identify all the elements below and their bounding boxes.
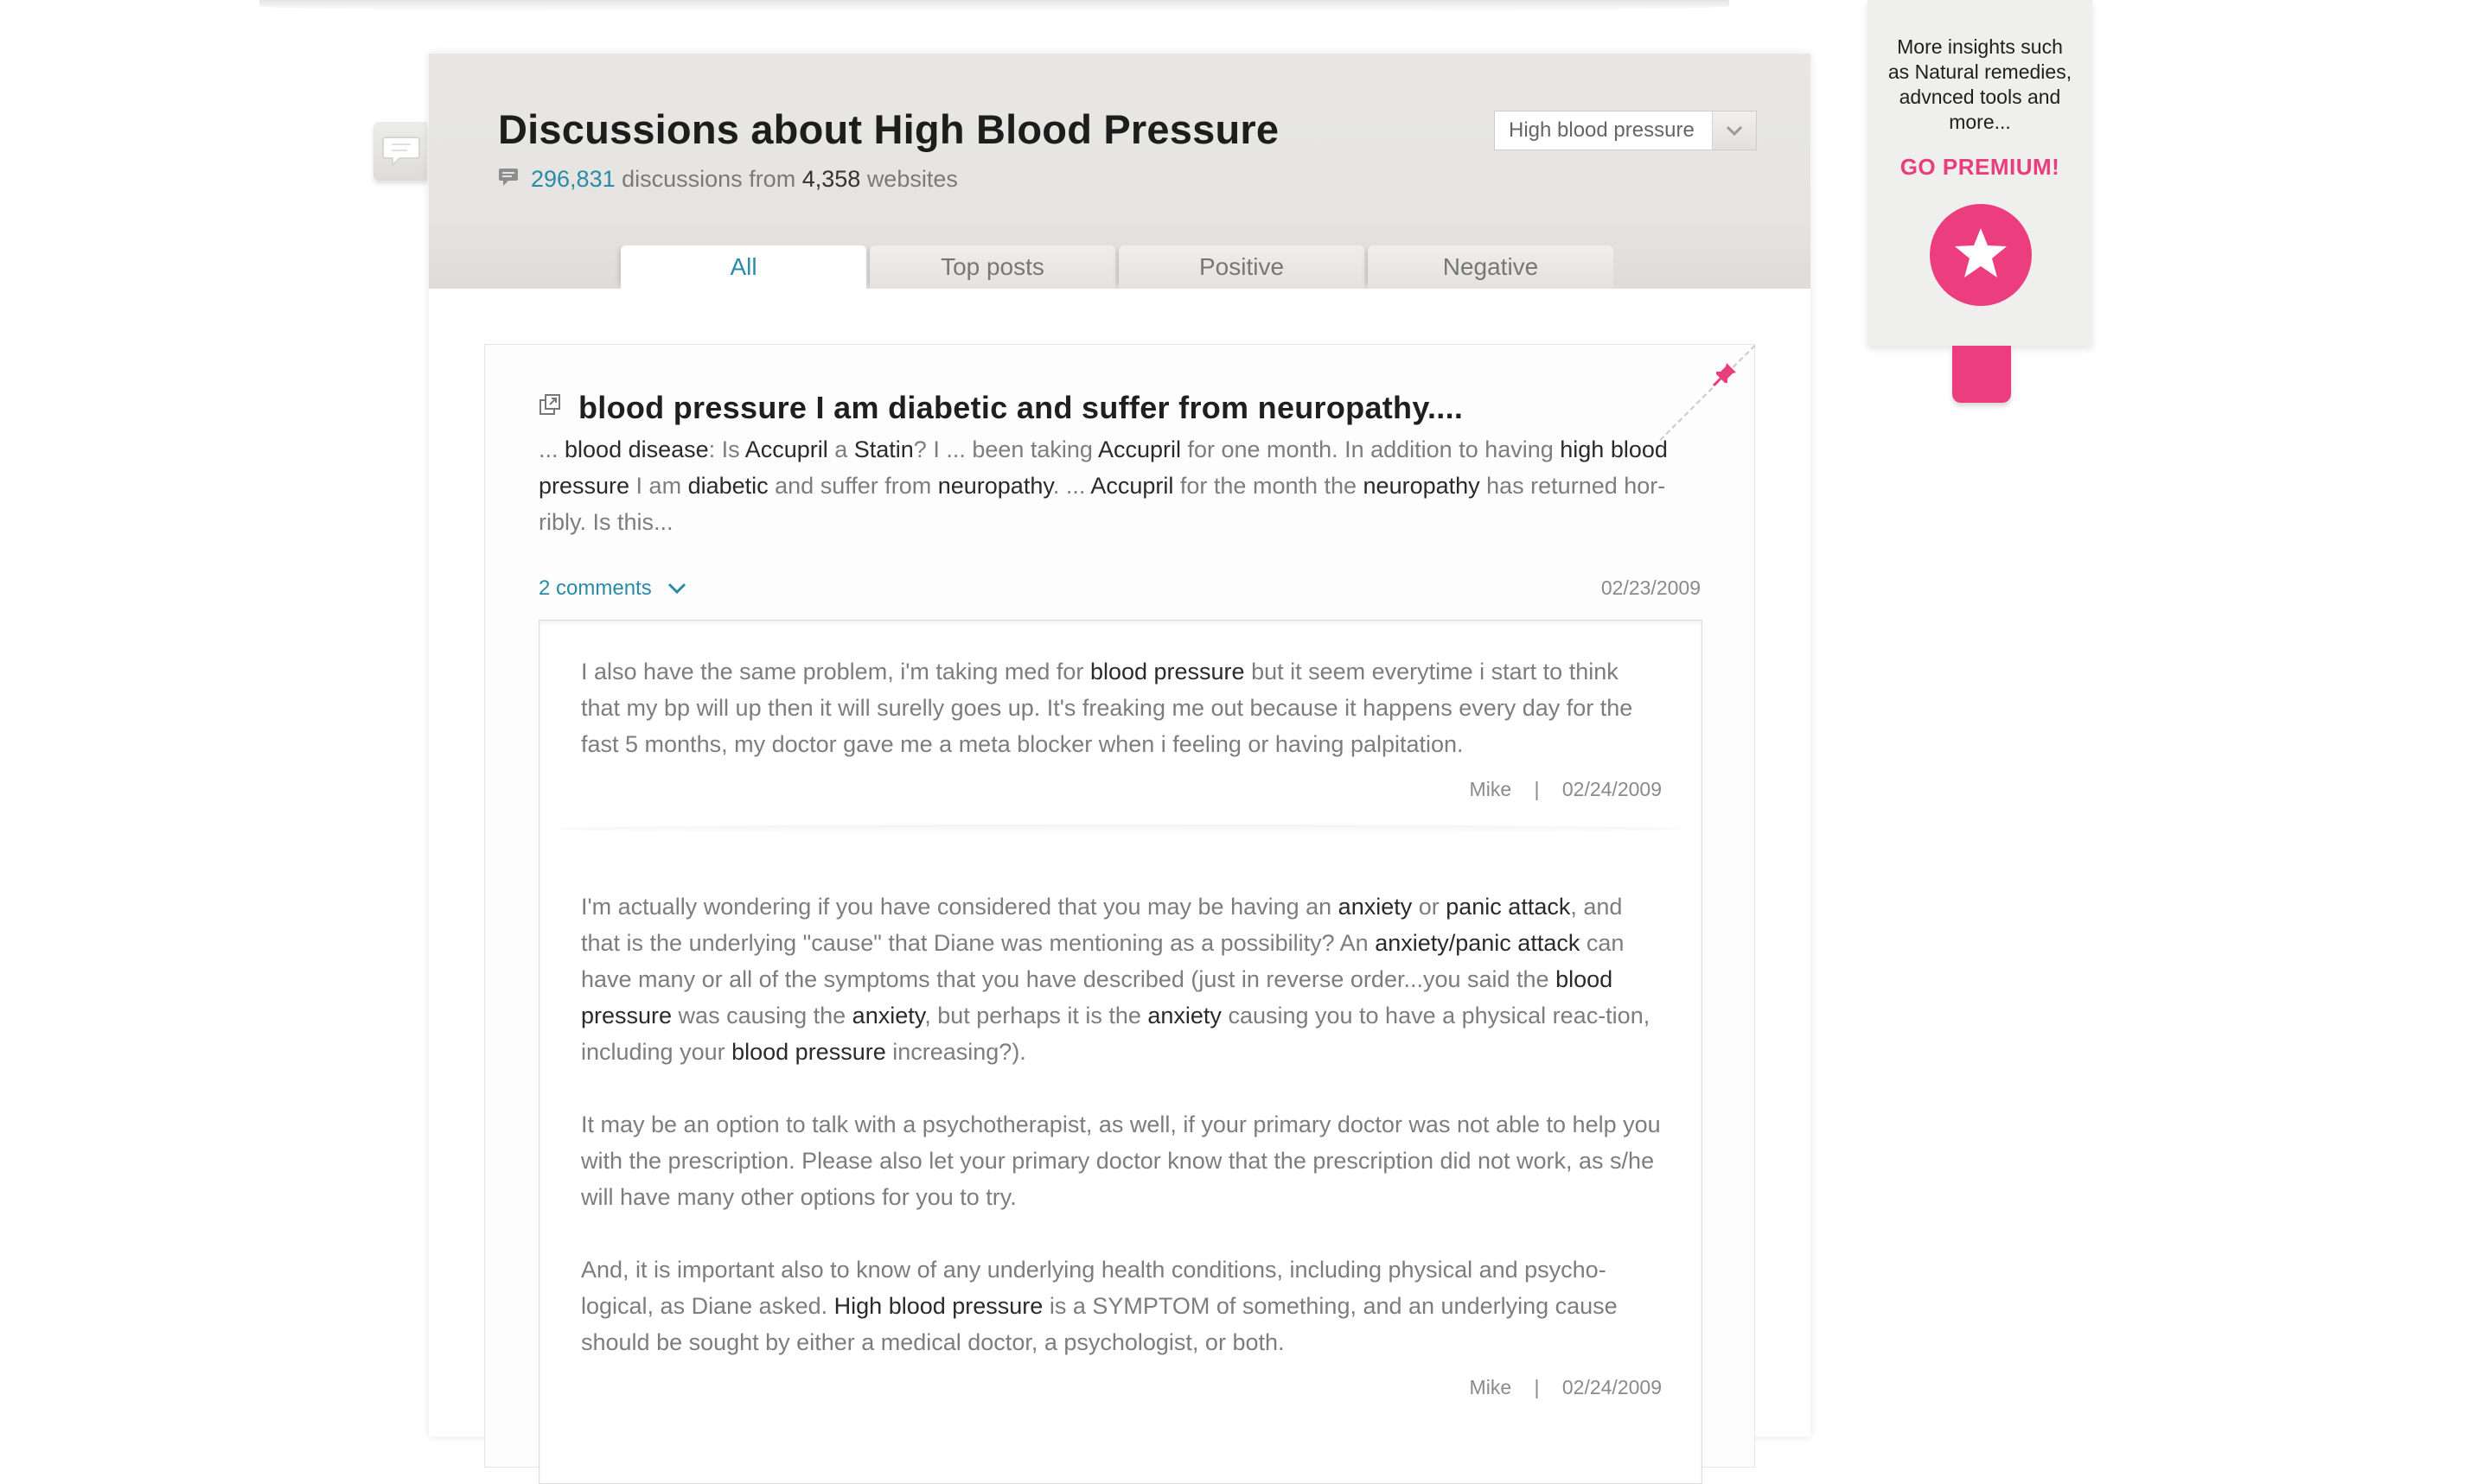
text-segment: , and that is the underlying "cause" that Diane was mentioning as a possibility? An <box>581 894 1623 956</box>
keyword-highlight: neuropathy <box>937 473 1053 499</box>
text-segment: ... <box>539 436 565 462</box>
text-segment: was causing the <box>672 1003 852 1029</box>
keyword-highlight: Statin <box>853 436 914 462</box>
discussions-panel <box>429 54 1810 1436</box>
text-segment: And, it is important also to know of any underlying health conditions, including physical and psycho-logical, as Diane asked. <box>581 1257 1606 1319</box>
premium-text: More insights such as Natural remedies, advnced tools and more... <box>1887 35 2072 133</box>
top-shadow <box>259 0 1729 12</box>
comment-meta <box>581 1376 1662 1399</box>
tab-positive[interactable]: Positive <box>1119 245 1364 289</box>
tab-top-posts[interactable]: Top posts <box>870 245 1115 289</box>
page-title: Discussions about High Blood Pressure <box>498 106 1280 152</box>
comment-item <box>581 653 1662 801</box>
corner-fold-line <box>1659 345 1756 442</box>
comment-item <box>581 888 1662 1399</box>
star-icon <box>1953 226 2008 284</box>
keyword-highlight: anxiety/panic attack <box>1375 930 1580 956</box>
pin-icon[interactable] <box>1711 360 1739 392</box>
text-segment: can have many or all of the symptoms that you have described (just in reverse order...you said the <box>581 930 1625 992</box>
keyword-highlight: blood pressure <box>731 1039 886 1065</box>
keyword-highlight: diabetic <box>687 473 769 499</box>
comments-list <box>539 620 1702 1484</box>
tab-all[interactable]: All <box>621 245 866 289</box>
keyword-highlight: anxiety <box>852 1003 925 1029</box>
comment-date: 02/24/2009 <box>1561 1376 1662 1398</box>
premium-star-button[interactable] <box>1930 204 2032 306</box>
comments-count-label[interactable]: 2 comments <box>539 576 652 600</box>
post-title[interactable]: blood pressure I am diabetic and suffer from neuropathy.... <box>578 390 1464 425</box>
text-segment: but it seem everytime i start to think that my bp will up then it will surelly goes up. It's freaking me out because it happens every day for the fast 5 months, my doctor gave me a meta blocker when i feeling or having palpitation. <box>581 659 1633 757</box>
text-segment: increasing?). <box>885 1039 1026 1065</box>
topic-dropdown-value: High blood pressure <box>1509 118 1695 142</box>
discussions-from-label: discussions from <box>622 166 796 192</box>
speech-bubble-icon <box>382 134 420 173</box>
text-segment: : Is <box>708 436 745 462</box>
post-excerpt <box>539 431 1706 540</box>
text-segment: I also have the same problem, i'm taking med for <box>581 659 1090 685</box>
text-segment: has returned hor-ribly. Is this... <box>539 473 1666 535</box>
text-segment: for the month the <box>1173 473 1363 499</box>
premium-promo <box>1868 0 2092 346</box>
text-segment: a <box>827 436 854 462</box>
comment-text <box>581 653 1662 762</box>
chevron-down-icon[interactable] <box>1712 111 1756 150</box>
tab-negative[interactable]: Negative <box>1368 245 1613 289</box>
text-segment: is a SYMPTOM of something, and an underlying cause should be sought by either a medical doctor, a psychologist, or both. <box>581 1293 1618 1355</box>
websites-count: 4,358 <box>801 166 861 192</box>
comment-text <box>581 1106 1662 1215</box>
text-segment: or <box>1412 894 1446 920</box>
text-segment: ? I ... been taking <box>913 436 1098 462</box>
text-segment: I'm actually wondering if you have considered that you may be having an <box>581 894 1338 920</box>
discussion-stats <box>498 166 958 193</box>
keyword-highlight: blood pressure <box>581 966 1613 1029</box>
comment-text <box>581 1252 1662 1360</box>
meta-separator: | <box>1534 778 1540 800</box>
text-segment: I am <box>629 473 688 499</box>
text-segment: and suffer from <box>768 473 938 499</box>
text-segment: for one month. In addition to having <box>1180 436 1561 462</box>
discussions-side-tab[interactable] <box>374 122 427 181</box>
keyword-highlight: blood disease <box>565 436 709 462</box>
comment-date: 02/24/2009 <box>1561 778 1662 800</box>
external-link-icon[interactable] <box>539 393 561 420</box>
comment-divider <box>557 825 1681 833</box>
topic-dropdown[interactable] <box>1494 111 1757 150</box>
keyword-highlight: blood pressure <box>1089 659 1245 685</box>
keyword-highlight: anxiety <box>1338 894 1413 920</box>
keyword-highlight: high blood pressure <box>539 436 1668 499</box>
go-premium-link[interactable]: GO PREMIUM! <box>1899 154 2060 180</box>
keyword-highlight: panic attack <box>1446 894 1571 920</box>
text-segment: causing you to have a physical reac-tion, including your <box>581 1003 1650 1065</box>
text-segment: It may be an option to talk with a psychotherapist, as well, if your primary doctor was not able to help you with the prescription. Please also let your primary doctor know that the prescription did not work, as s/he will have many other options for you to try. <box>581 1111 1661 1210</box>
chevron-down-icon[interactable] <box>667 576 686 601</box>
websites-label: websites <box>866 166 958 192</box>
comment-author: Mike <box>1469 1376 1512 1398</box>
premium-ribbon <box>1952 346 2011 403</box>
comment-meta <box>581 778 1662 801</box>
filter-tabs <box>621 245 1617 289</box>
meta-separator: | <box>1534 1376 1540 1398</box>
panel-header <box>429 54 1810 289</box>
comment-icon <box>498 166 519 193</box>
comment-author: Mike <box>1469 778 1512 800</box>
discussions-count[interactable]: 296,831 <box>531 166 616 192</box>
keyword-highlight: anxiety <box>1147 1003 1222 1029</box>
post-date: 02/23/2009 <box>1600 576 1701 599</box>
text-segment: , but perhaps it is the <box>924 1003 1148 1029</box>
keyword-highlight: Accupril <box>1097 436 1181 462</box>
comment-text <box>581 888 1662 1070</box>
comments-toggle[interactable] <box>539 576 686 601</box>
keyword-highlight: High blood pressure <box>833 1293 1044 1319</box>
keyword-highlight: neuropathy <box>1363 473 1480 499</box>
keyword-highlight: Accupril <box>744 436 828 462</box>
post-card <box>484 344 1755 1468</box>
text-segment: . ... <box>1052 473 1091 499</box>
keyword-highlight: Accupril <box>1090 473 1174 499</box>
